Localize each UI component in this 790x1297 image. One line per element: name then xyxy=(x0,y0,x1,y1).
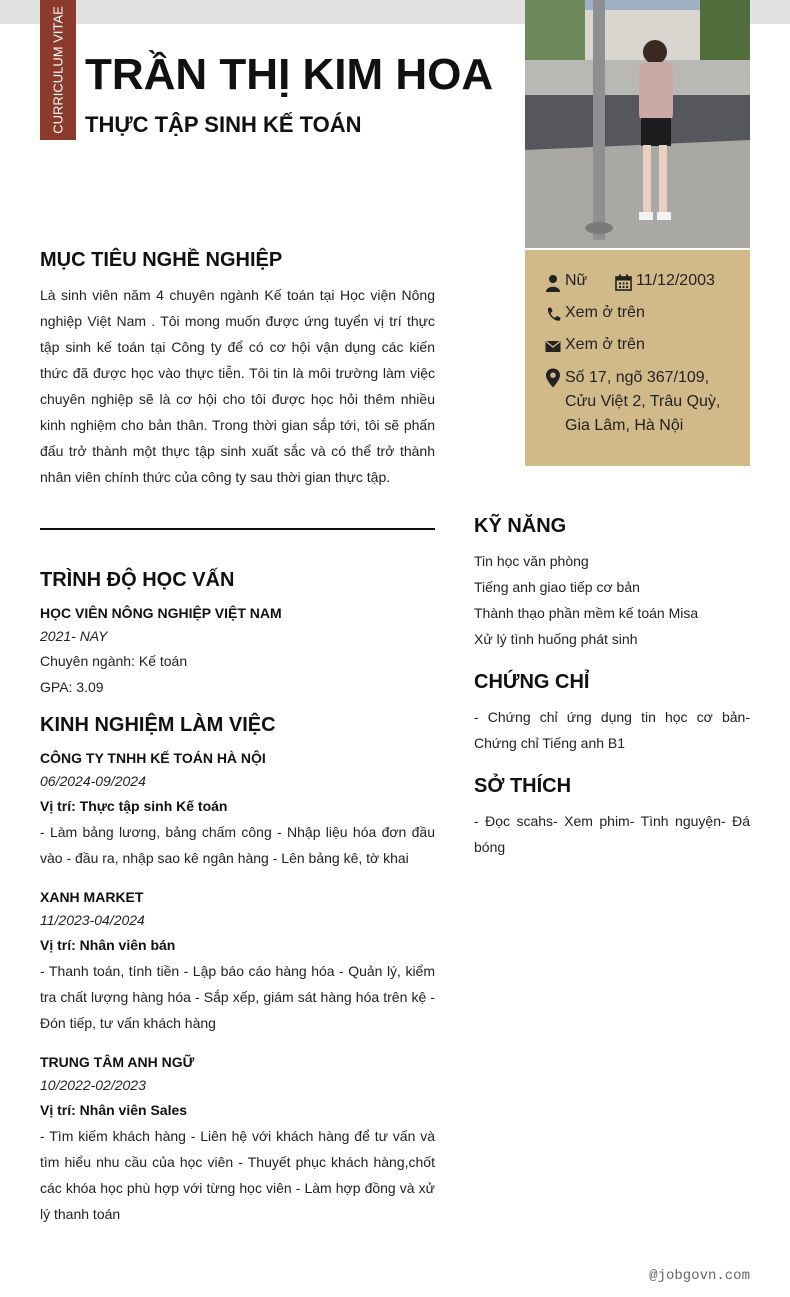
job-title: THỰC TẬP SINH KẾ TOÁN xyxy=(85,112,362,137)
company-name: XANH MARKET xyxy=(40,889,144,905)
experience-entry xyxy=(40,747,435,871)
experience-entry xyxy=(40,886,435,1036)
experience-entry xyxy=(40,1051,435,1227)
experience-heading: KINH NGHIỆM LÀM VIỆC xyxy=(40,714,276,736)
cv-label-tab xyxy=(40,0,76,140)
education-major: Chuyên ngành: Kế toán xyxy=(40,653,188,669)
section-divider xyxy=(40,528,435,530)
education-gpa: GPA: 3.09 xyxy=(40,679,104,695)
job-period: 10/2022-02/2023 xyxy=(40,1077,146,1093)
watermark: @jobgovn.com xyxy=(649,1268,750,1284)
job-description: - Làm bảng lương, bảng chấm công - Nhập liệu hóa đơn đầu vào - đầu ra, nhập sao kê ngân hàng - Lên bảng kê, tờ khai xyxy=(40,824,435,866)
job-position: Vị trí: Thực tập sinh Kế toán xyxy=(40,798,228,814)
hobbies-text: - Đọc scahs- Xem phim- Tình nguyện- Đá bóng xyxy=(474,813,750,855)
job-position: Vị trí: Nhân viên bán xyxy=(40,937,176,953)
address-row xyxy=(545,366,725,438)
certificates-text-wrap xyxy=(474,704,750,756)
education-period: 2021- NAY xyxy=(40,628,108,644)
skill-item: Tin học văn phòng xyxy=(474,553,589,569)
education-heading: TRÌNH ĐỘ HỌC VẤN xyxy=(40,569,235,591)
job-description: - Thanh toán, tính tiền - Lập báo cáo hàng hóa - Quản lý, kiểm tra chất lượng hàng hóa - Sắp xếp, giám sát hàng hóa trên kệ - Đón tiếp, tư vấn khách hàng xyxy=(40,963,435,1031)
skill-item: Thành thạo phần mềm kế toán Misa xyxy=(474,605,699,621)
cv-label: CURRICULUM VITAE xyxy=(50,6,66,134)
certificates-text: - Chứng chỉ ứng dụng tin học cơ bản- Chứng chỉ Tiếng anh B1 xyxy=(474,709,750,751)
email-value: Xem ở trên xyxy=(565,336,645,353)
skill-item: Xử lý tình huống phát sinh xyxy=(474,631,638,647)
company-name: TRUNG TÂM ANH NGỮ xyxy=(40,1054,195,1070)
objective-text: Là sinh viên năm 4 chuyên ngành Kế toán tại Học viện Nông nghiệp Việt Nam . Tôi mong muốn được ứng tuyển vị trí thực tập sinh kế toán tại Công ty để có cơ hội vận dụng các kiến thức đã được học vào thực tiễn. Tôi tin là môi trường làm việc chuyên nghiệp sẽ là cơ hội cho tôi được học hỏi thêm nhiều kinh nghiệm cho bản thân. Trong thời gian sắp tới, tôi sẽ phấn đấu trở thành một thực tập sinh xuất sắc và có thể trở thành nhân viên chính thức của công ty sau thời gian thực tập. xyxy=(40,287,435,485)
gender-value: Nữ xyxy=(565,272,588,289)
company-name: CÔNG TY TNHH KẾ TOÁN HÀ NỘI xyxy=(40,750,266,766)
phone-row xyxy=(545,304,645,323)
job-position: Vị trí: Nhân viên Sales xyxy=(40,1102,188,1118)
phone-value: Xem ở trên xyxy=(565,304,645,321)
gender-row xyxy=(545,272,587,292)
job-period: 06/2024-09/2024 xyxy=(40,773,146,789)
hobbies-heading: SỞ THÍCH xyxy=(474,775,572,797)
birthday-value: 11/12/2003 xyxy=(636,272,715,289)
phone-icon xyxy=(545,306,561,323)
skills-list xyxy=(474,548,750,652)
mail-icon xyxy=(545,338,561,354)
personal-info-box xyxy=(525,250,750,466)
objective-heading: MỤC TIÊU NGHỀ NGHIỆP xyxy=(40,249,283,271)
skill-item: Tiếng anh giao tiếp cơ bản xyxy=(474,579,640,595)
person-icon xyxy=(545,274,561,292)
birthday-row xyxy=(615,272,715,291)
job-period: 11/2023-04/2024 xyxy=(40,912,145,928)
hobbies-text-wrap xyxy=(474,808,750,860)
address-value: Số 17, ngõ 367/109, Cửu Việt 2, Trâu Quỳ, Gia Lâm, Hà Nội xyxy=(565,369,721,434)
candidate-name: TRẦN THỊ KIM HOA xyxy=(85,50,494,99)
skills-heading: KỸ NĂNG xyxy=(474,515,567,537)
calendar-icon xyxy=(615,274,632,291)
certificates-heading: CHỨNG CHỈ xyxy=(474,671,590,693)
location-pin-icon xyxy=(545,368,561,388)
school-name: HỌC VIÊN NÔNG NGHIỆP VIỆT NAM xyxy=(40,605,282,621)
job-description: - Tìm kiếm khách hàng - Liên hệ với khách hàng để tư vấn và tìm hiểu nhu cầu của học viên - Thuyết phục khách hàng,chốt các khóa học phù hợp với từng học viên - Làm hợp đồng và xử lý thanh toán xyxy=(40,1128,435,1222)
education-entry xyxy=(40,602,435,700)
email-row xyxy=(545,336,645,354)
profile-photo-image xyxy=(525,0,750,248)
profile-photo xyxy=(525,0,750,248)
